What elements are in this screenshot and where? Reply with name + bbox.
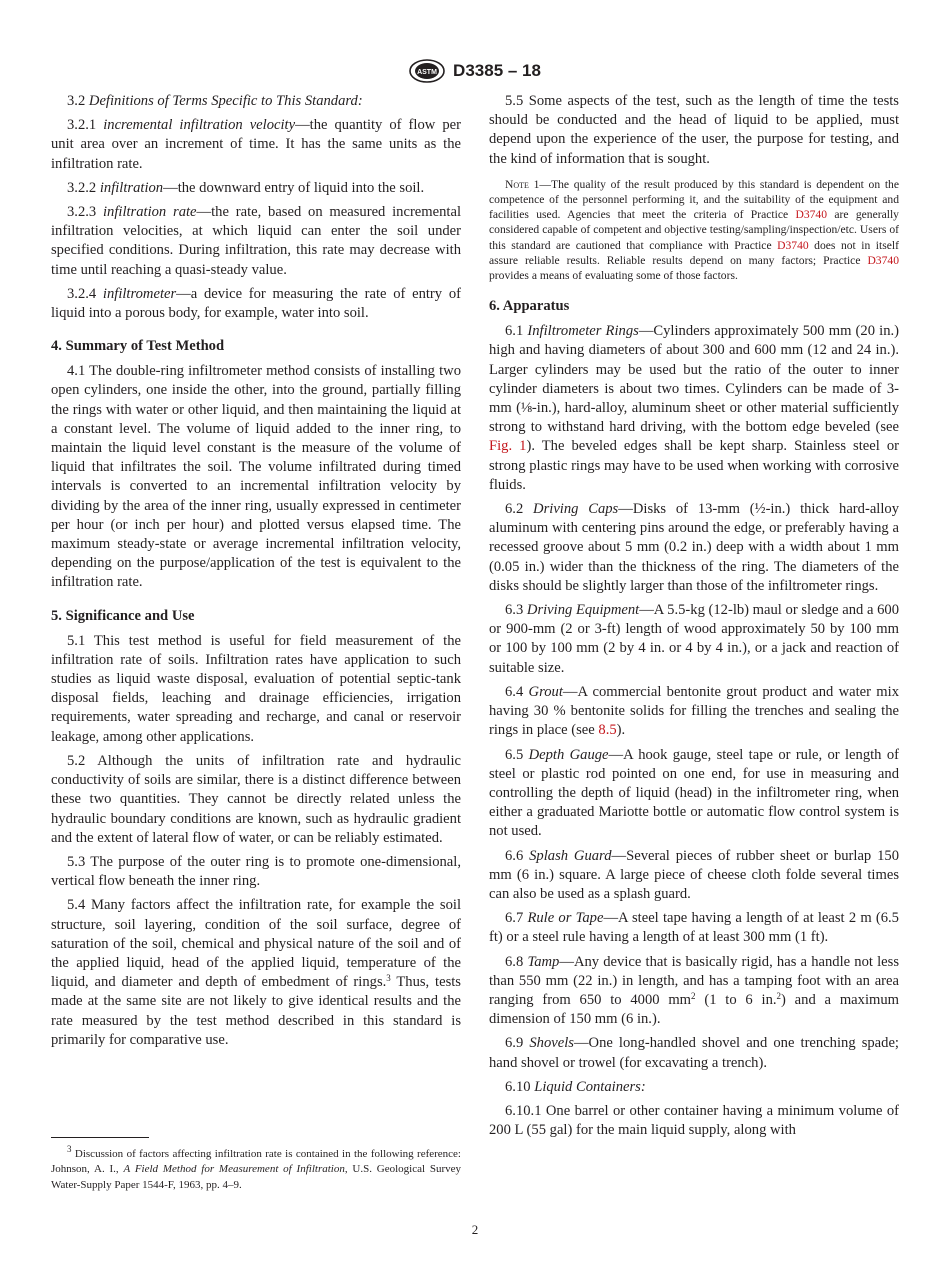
section-6-1: 6.1 Infiltrometer Rings—Cylinders approximately 500 mm (20 in.) high and having diameters of about 300 and 600 mm (12 and 24 in.). Larger cylinders may be used but the ratio of the outer to inner cylinder diameters is about two times. Cylinders can be made of 3-mm (⅛-in.), hard-alloy, aluminum sheet or other material sufficiently strong to withstand hard driving, with the bottom edge beveled (see Fig. 1). The beveled edges shall be kept sharp. Stainless steel or strong plastic rings may have to be used when working with corrosive fluids. (489, 323, 899, 493)
section-5-2: 5.2 Although the units of infiltration rate and hydraulic conductivity of soils are similar, there is a distinct difference between these two quantities. They cannot be directly related unless the hydraulic boundary conditions are known, such as hydraulic gradient and the extent of lateral flow of water, or can be reliably estimated. (51, 752, 461, 846)
section-6-6: 6.6 Splash Guard—Several pieces of rubber sheet or burlap 150 mm (6 in.) square. A large piece of cheese cloth folde several times can also be used as a splash guard. (489, 847, 899, 902)
right-column (489, 92, 899, 1145)
section-4-1: 4.1 The double-ring infiltrometer method consists of installing two open cylinders, one inside the other, into the ground, partially filling the rings with water or other liquid, and then maintaining the liquid at a constant level. The volume of liquid added to the inner ring, to maintain the liquid level constant is the measure of the volume of liquid that infiltrates the soil. The volume infiltrated during timed intervals is converted to an incremental infiltration velocity by dividing by the area of the inner ring, usually expressed in centimeter per hour (or inch per hour) and plotted versus elapsed time. The maximum steady-state or average incremental infiltration velocity, depending on the purpose/application of the test is equivalent to the infiltration rate. (51, 363, 461, 591)
section-6-10: 6.10 Liquid Containers: (505, 1078, 646, 1095)
section-6-2: 6.2 Driving Caps—Disks of 13-mm (½-in.) thick hard-alloy aluminum with centering pins around the edge, or preferably having a recessed groove about 5 mm (0.2 in.) deep with a width about 1 mm (0.05 in.) wider than the thickness of the ring. The diameters of the disks should be slightly larger than those of the infiltrometer rings. (489, 501, 900, 594)
link-fig-1[interactable]: Fig. 1 (489, 438, 527, 455)
link-8-5[interactable]: 8.5 (598, 722, 617, 739)
section-6-7: 6.7 Rule or Tape—A steel tape having a length of at least 2 m (6.5 ft) or a steel rule having a length of at least 300 mm (1 ft). (489, 910, 899, 946)
heading-section-5: 5. Significance and Use (51, 607, 195, 624)
left-column (51, 92, 461, 1055)
standard-designation: D3385 – 18 (453, 61, 541, 80)
section-5-3: 5.3 The purpose of the outer ring is to promote one-dimensional, vertical flow beneath the inner ring. (51, 853, 461, 890)
section-6-4: 6.4 Grout—A commercial bentonite grout product and water mix having 30 % bentonite solids for filling the trenches and sealing the rings in place (see 8.5). (489, 683, 899, 739)
note-1: Note 1—The quality of the result produced by this standard is dependent on the competence of the personnel performing it, and the suitability of the equipment and facilities used. Agencies that meet the criteria of Practice D3740 are generally considered capable of competent and objective testing/sampling/inspection/etc. Users of this standard are cautioned that compliance with Practice D3740 does not in itself assure reliable results. Reliable results depend on many factors; Practice D3740 provides a means of evaluating some of those factors. (489, 177, 899, 283)
section-3-2-3: 3.2.3 infiltration rate—the rate, based on measured incremental infiltration velocities, at which liquid can enter the soil under specified conditions. During infiltration, this rate may decrease with time until reaching a quasi-steady value. (51, 204, 462, 278)
section-6-10-1: 6.10.1 One barrel or other container having a minimum volume of 200 L (55 gal) for the main liquid supply, along with (489, 1102, 899, 1139)
footnote-3: $^3$ Discussion of factors affecting infiltration rate is contained in the following reference: Johnson, A. I., A Field Method for Measurement of Infiltration, U.S. Geological Survey Water-Supply Paper 1544-F, 1963, pp. 4–9. (51, 1144, 462, 1191)
section-3-2-1: 3.2.1 incremental infiltration velocity—the quantity of flow per unit area over an increment of time. It has the same units as the infiltration rate. (51, 117, 461, 172)
section-6-9: 6.9 Shovels—One long-handled shovel and one trenching spade; hand shovel or trowel (for excavating a trench). (489, 1035, 899, 1071)
section-3-2: 3.2 Definitions of Terms Specific to This Standard: (67, 93, 363, 109)
page-header (0, 56, 950, 86)
astm-logo-icon (409, 59, 445, 83)
heading-section-4: 4. Summary of Test Method (51, 338, 225, 355)
link-d3740[interactable]: D3740 (777, 238, 809, 252)
heading-section-6: 6. Apparatus (489, 298, 570, 315)
section-6-5: 6.5 Depth Gauge—A hook gauge, steel tape or rule, or length of steel or plastic rod pointed on one end, for use in measuring and controlling the depth of liquid (head) in the infiltrometer ring, when either a graduated Mariotte bottle or automatic flow control system is not used. (489, 746, 899, 840)
page-number: 2 (471, 1222, 479, 1237)
footnote-divider (51, 1137, 149, 1138)
section-3-2-2: 3.2.2 infiltration—the downward entry of liquid into the soil. (67, 179, 425, 196)
section-6-8: 6.8 Tamp—Any device that is basically rigid, has a handle not less than 550 mm (22 in.) in length, and has a tamping foot with an area ranging from 650 to 4000 $mm^2$ (1 to 6 in.$^2$) and a maximum dimension of 150 mm (6 in.). (489, 953, 900, 1028)
section-5-5: 5.5 Some aspects of the test, such as the length of time the tests should be conducted and the head of liquid to be applied, must depend upon the experience of the user, the purpose for testing, and the kind of information that is sought. (489, 93, 899, 167)
svg-text:ASTM: ASTM (417, 69, 437, 76)
section-6-3: 6.3 Driving Equipment—A 5.5-kg (12-lb) maul or sledge and a 600 or 900-mm (2 or 3-ft) length of wood approximately 50 by 100 mm or 100 by 100 mm (2 by 4 in. or 4 by 4 in.), or a jack and reaction of suitable size. (489, 602, 899, 676)
section-5-1: 5.1 This test method is useful for field measurement of the infiltration rate of soils. Infiltration rates have application to such studies as liquid waste disposal, evaluation of potential septic-tank disposal fields, leaching and drainage efficiencies, irrigation requirements, water spreading and recharge, and canal or reservoir leakage, among other applications. (51, 632, 461, 745)
link-d3740[interactable]: D3740 (867, 253, 899, 267)
link-d3740[interactable]: D3740 (795, 208, 828, 222)
footnote-ref[interactable]: 3 (386, 973, 391, 984)
section-3-2-4: 3.2.4 infiltrometer—a device for measuring the rate of entry of liquid into a porous body, for example, water into soil. (51, 285, 461, 322)
section-5-4: 5.4 Many factors affect the infiltration rate, for example the soil structure, soil layering, condition of the soil surface, degree of saturation of the soil, chemical and physical nature of the soil and of the applied liquid, head of the applied liquid, temperature of the liquid, and diameter and depth of embedment of rings.$^3$ Thus, tests made at the same site are not likely to give identical results and the rate measured by the test method described in this standard is primarily for comparative use. (51, 897, 461, 1048)
